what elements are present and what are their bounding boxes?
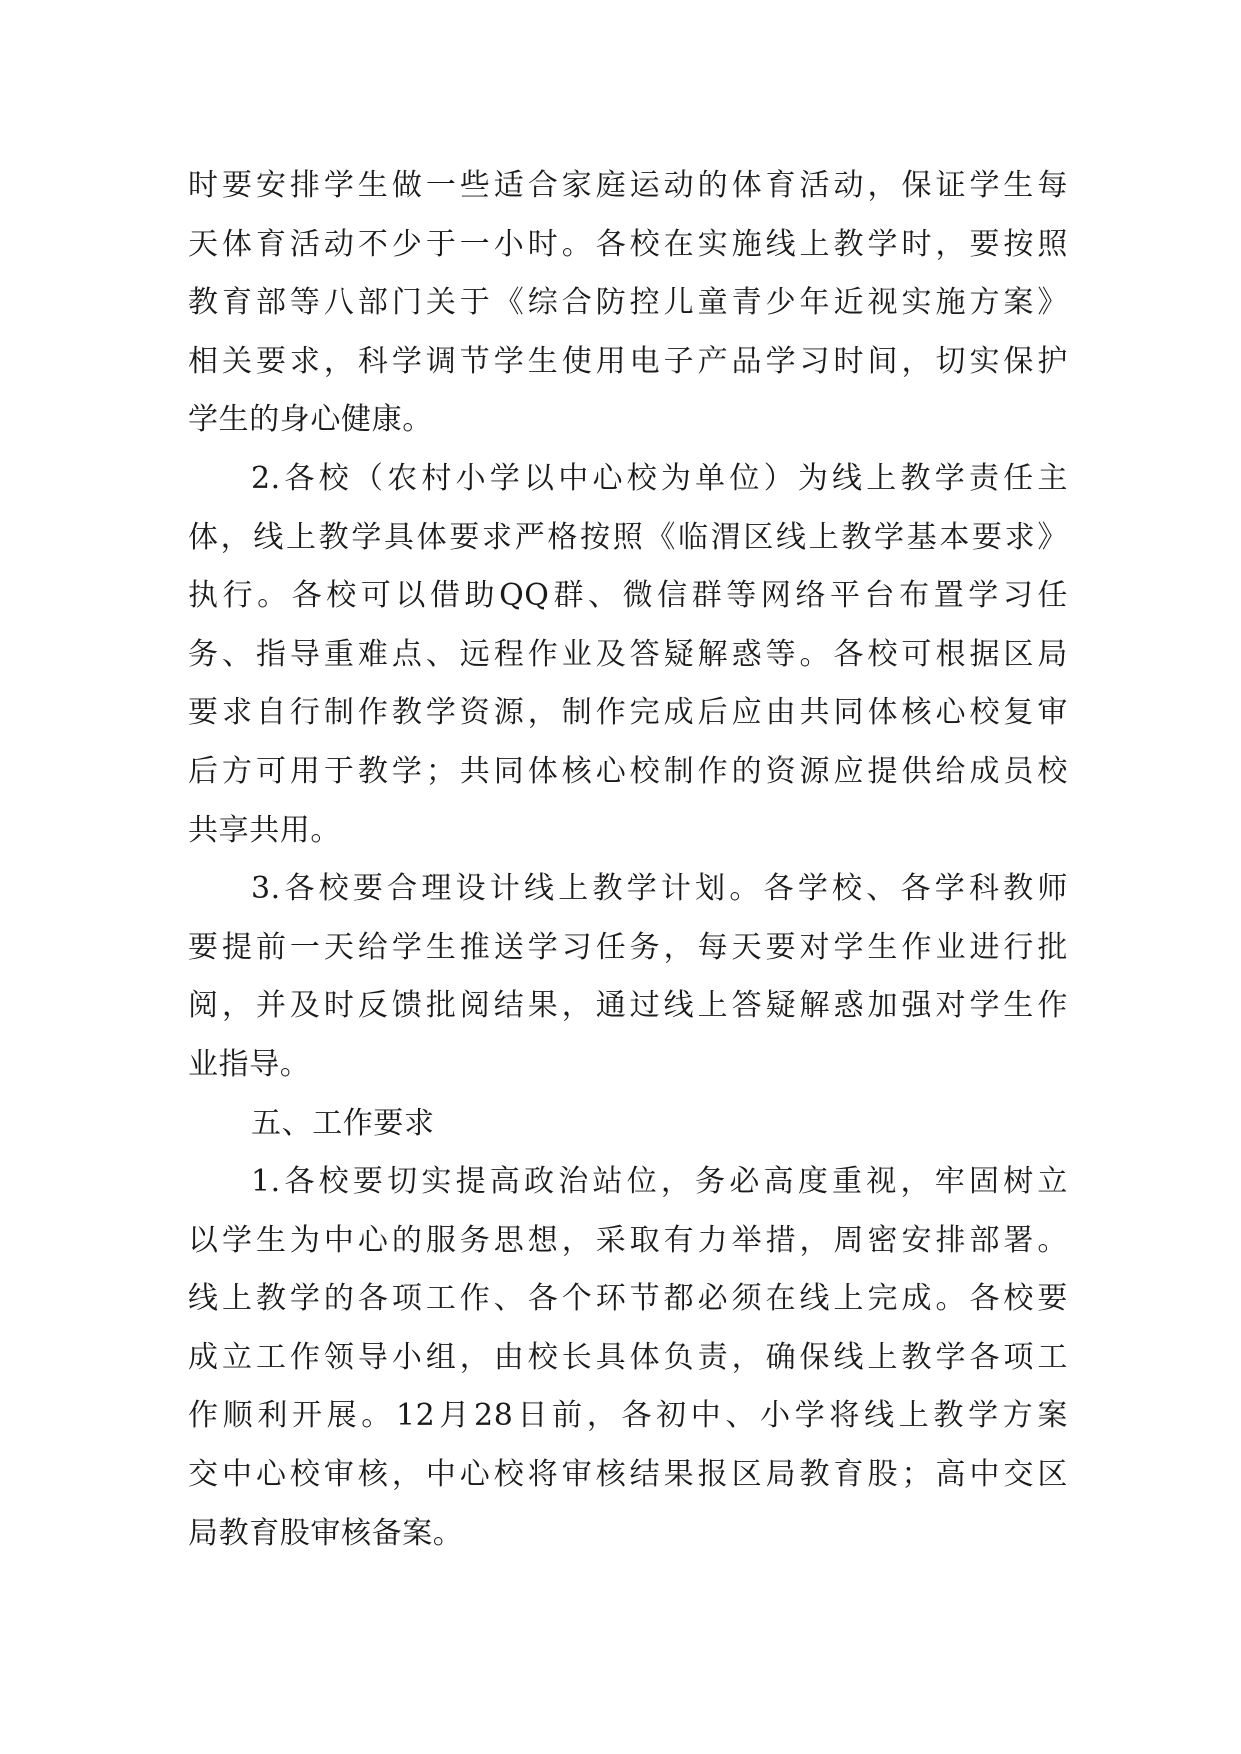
paragraph-2-start: 2.各校（农村小学以中心校为单位）为线上教学责任主 (251, 460, 1068, 496)
text-line: 交中心校审核，中心校将审核结果报区局教育股；高中交区 (188, 1457, 1068, 1493)
text-line: 要求自行制作教学资源，制作完成后应由共同体核心校复审 (188, 695, 1068, 731)
text-line: 后方可用于教学；共同体核心校制作的资源应提供给成员校 (188, 753, 1068, 789)
text-line: 局教育股审核备案。 (188, 1515, 464, 1551)
text-line: 成立工作领导小组，由校长具体负责，确保线上教学各项工 (188, 1339, 1068, 1375)
text-line: 阅，并及时反馈批阅结果，通过线上答疑解惑加强对学生作 (188, 988, 1068, 1024)
text-line: 业指导。 (188, 1046, 311, 1082)
text-line: 务、指导重难点、远程作业及答疑解惑等。各校可根据区局 (188, 636, 1068, 672)
text-line: 执行。各校可以借助QQ群、微信群等网络平台布置学习任 (188, 578, 1068, 614)
paragraph-3-start: 3.各校要合理设计线上教学计划。各学校、各学科教师 (251, 871, 1068, 907)
paragraph-5-1-start: 1.各校要切实提高政治站位，务必高度重视，牢固树立 (251, 1164, 1068, 1200)
section-heading: 五、工作要求 (251, 1105, 435, 1141)
text-line: 作顺利开展。12月28日前，各初中、小学将线上教学方案 (188, 1398, 1068, 1434)
document-body (188, 157, 1068, 1563)
text-line: 相关要求，科学调节学生使用电子产品学习时间，切实保护 (188, 343, 1068, 379)
text-line: 以学生为中心的服务思想，采取有力举措，周密安排部署。 (188, 1222, 1068, 1258)
text-line: 时要安排学生做一些适合家庭运动的体育活动，保证学生每 (188, 168, 1068, 203)
text-line: 线上教学的各项工作、各个环节都必须在线上完成。各校要 (188, 1281, 1068, 1317)
text-line: 要提前一天给学生推送学习任务，每天要对学生作业进行批 (188, 929, 1068, 965)
text-line: 体，线上教学具体要求严格按照《临渭区线上教学基本要求》 (188, 519, 1068, 555)
text-line: 天体育活动不少于一小时。各校在实施线上教学时，要按照 (188, 226, 1068, 262)
text-line: 教育部等八部门关于《综合防控儿童青少年近视实施方案》 (188, 285, 1068, 321)
text-line: 共享共用。 (188, 812, 341, 848)
text-line: 学生的身心健康。 (188, 402, 433, 438)
